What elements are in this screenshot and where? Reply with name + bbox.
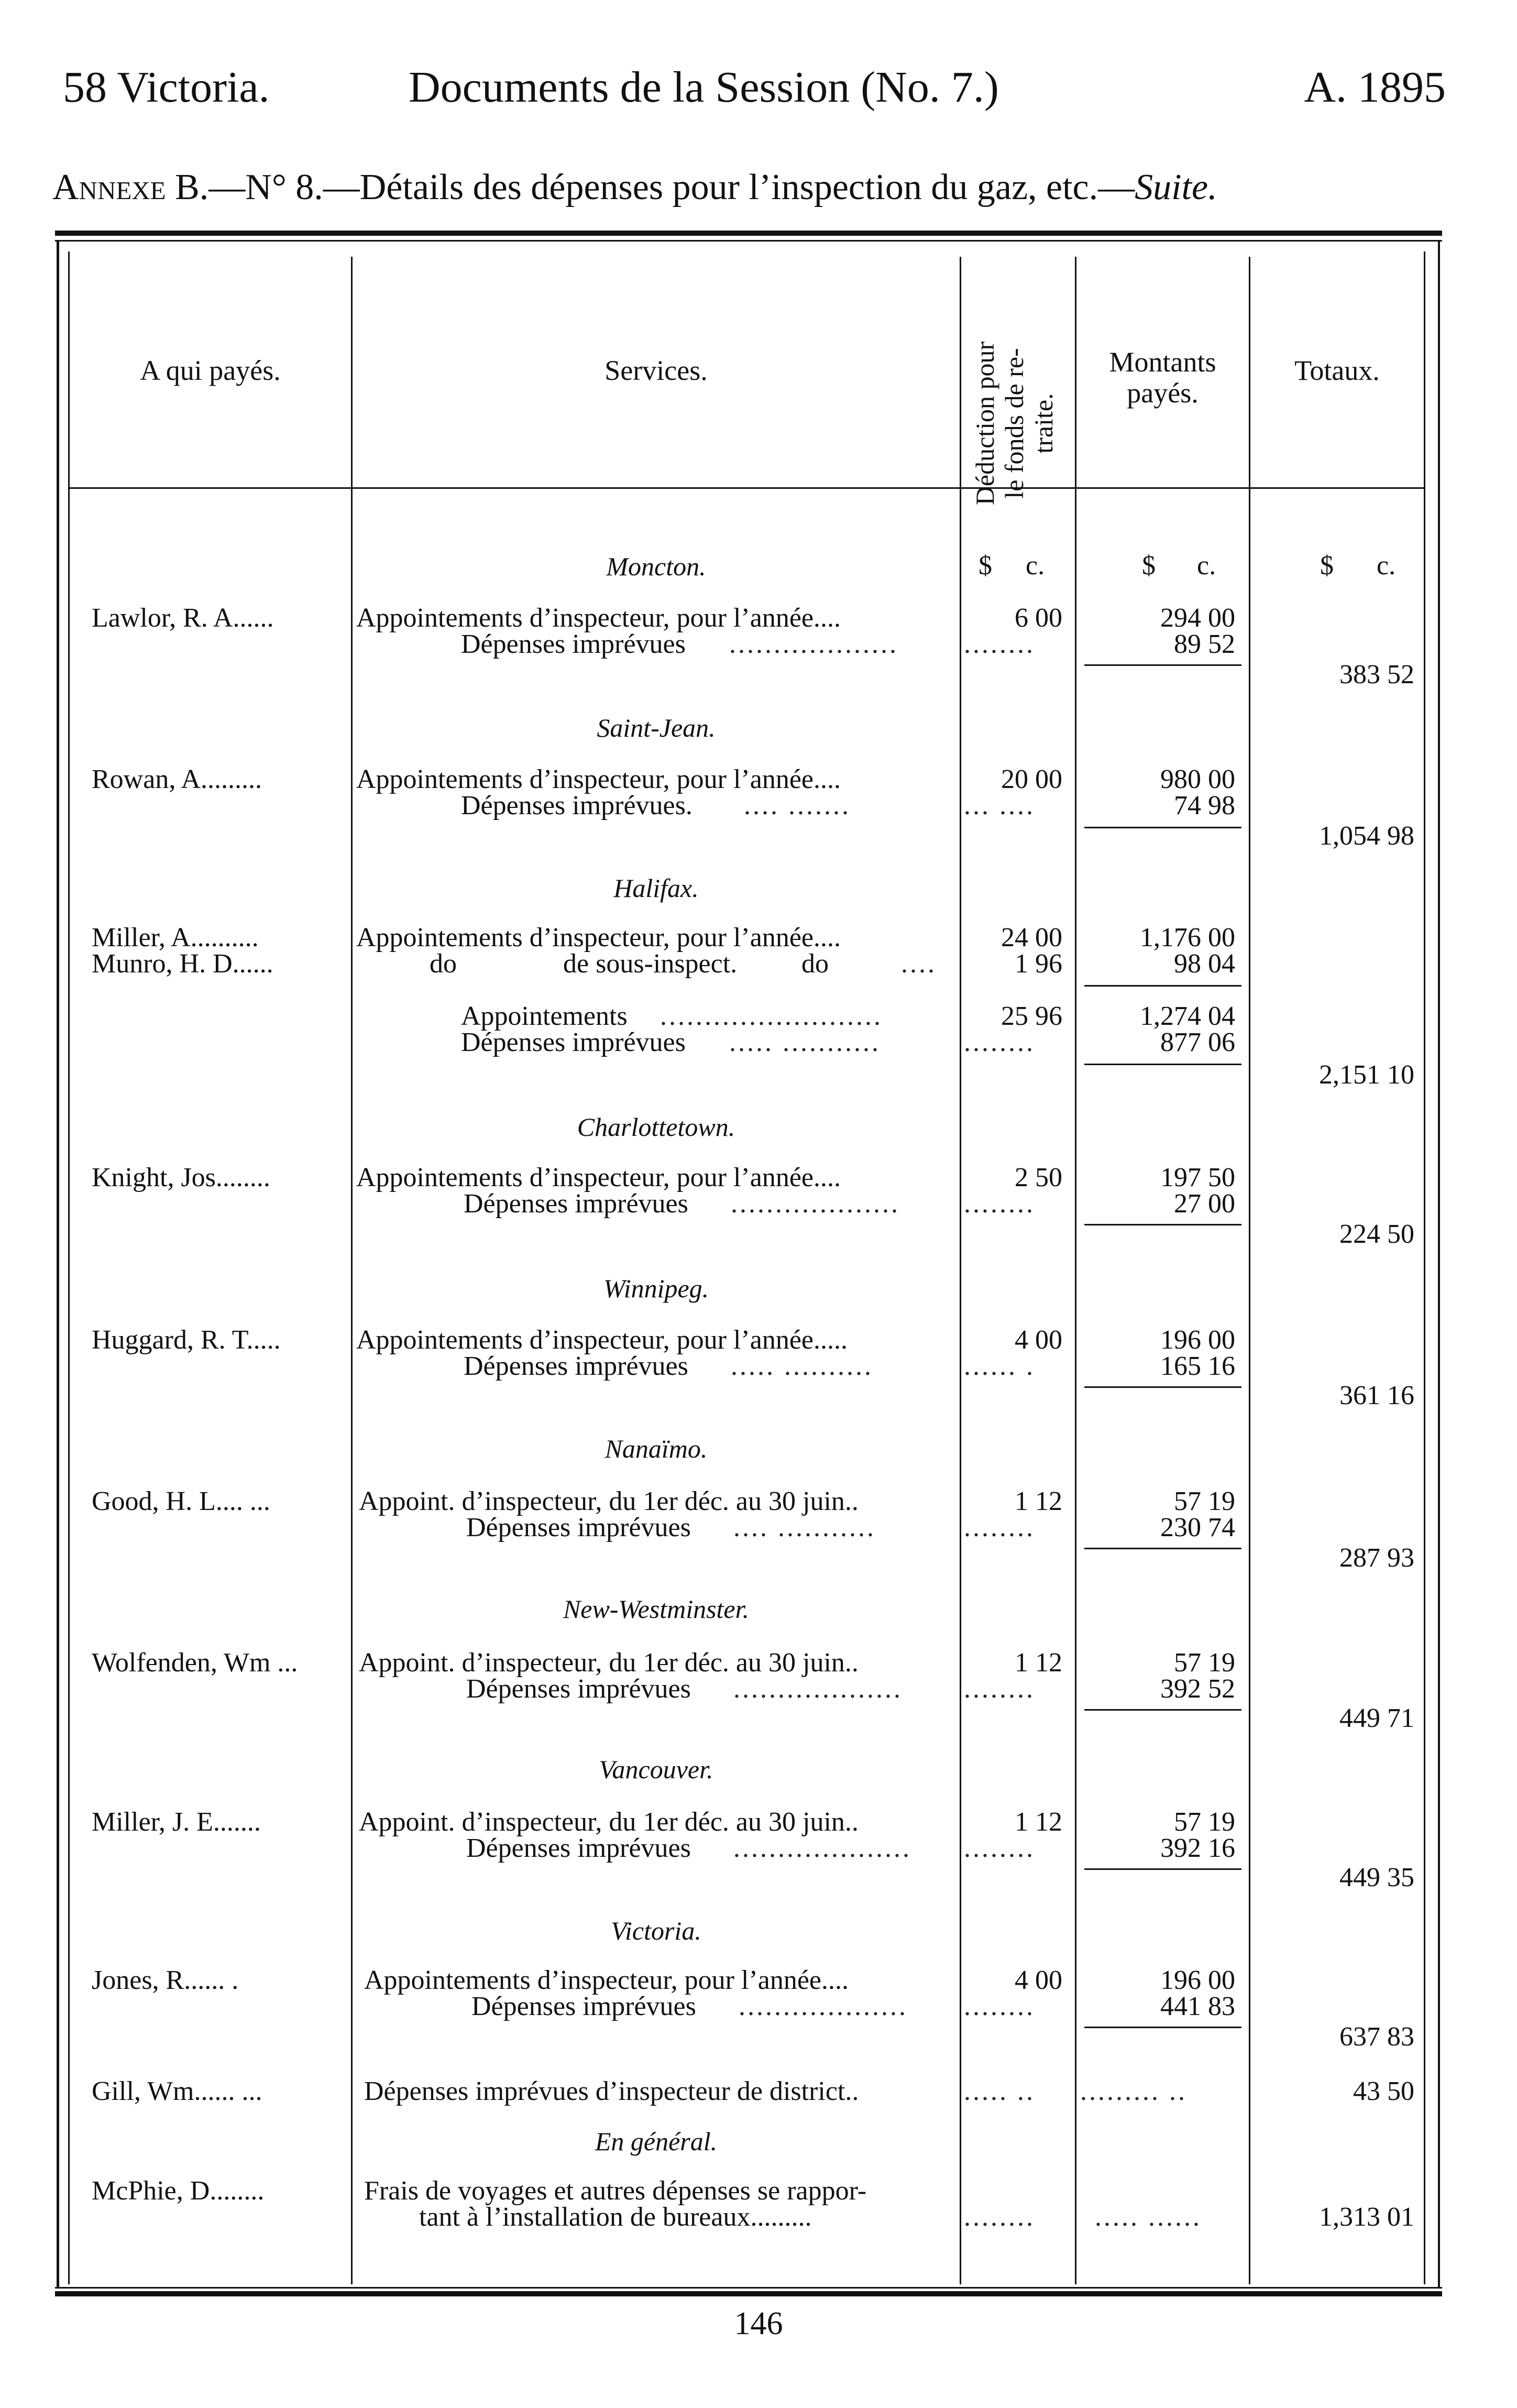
deduction-value: 4 00	[1015, 1325, 1062, 1355]
amount-value: 196 00	[1160, 1325, 1235, 1355]
amount-value: 980 00	[1160, 764, 1235, 794]
currency-dollar-totals: $	[1320, 551, 1334, 581]
service-line: Dépenses imprévues	[466, 1674, 691, 1704]
amount-value: 392 52	[1160, 1674, 1235, 1704]
subtotal-rule	[1084, 1386, 1241, 1388]
total-value: 361 16	[1339, 1381, 1414, 1410]
total-value: 2,151 10	[1319, 1060, 1414, 1090]
column-header-services: Services.	[604, 355, 708, 386]
amount-value: 74 98	[1174, 791, 1235, 820]
leader-dots: ........	[964, 1833, 1035, 1863]
service-line: Appointements d’inspecteur, pour l’année....	[356, 923, 841, 953]
deduction-value: 25 96	[1001, 1001, 1062, 1031]
service-line: Dépenses imprévues	[464, 1189, 688, 1219]
subtotal-rule	[1084, 1709, 1241, 1711]
leader-dots: ..... ......	[1095, 2202, 1202, 2232]
deduction-header-line: Déduction pour	[970, 341, 999, 506]
deduction-value: 24 00	[1001, 923, 1062, 953]
subtotal-rule	[1084, 664, 1241, 666]
leader-dots: ........	[964, 1027, 1035, 1057]
leader-dots: ..... ..........	[731, 1351, 873, 1381]
service-line: Appointements d’inspecteur, pour l’année....	[364, 1965, 849, 1995]
currency-dollar-deduction: $	[979, 551, 992, 581]
deduction-value: 1 96	[1015, 949, 1062, 979]
table-border-right	[1438, 241, 1440, 2288]
amount-value: 1,274 04	[1140, 1001, 1235, 1031]
deduction-value: 6 00	[1015, 603, 1062, 633]
leader-dots: .... ...........	[733, 1513, 876, 1542]
amount-value: 1,176 00	[1140, 923, 1235, 953]
deduction-value: 1 12	[1015, 1486, 1062, 1516]
total-value: 43 50	[1353, 2076, 1414, 2106]
session-year: 58 Victoria.	[63, 63, 270, 112]
section-title-saint-jean: Saint-Jean.	[597, 713, 716, 742]
currency-cents-totals: c.	[1377, 551, 1396, 581]
total-value: 449 71	[1339, 1703, 1414, 1733]
total-value: 383 52	[1339, 660, 1414, 689]
payee-lawlor: Lawlor, R. A......	[92, 603, 274, 633]
service-line: Appoint. d’inspecteur, du 1er déc. au 30 juin..	[359, 1807, 859, 1837]
subtotal-rule	[1084, 1868, 1241, 1870]
amount-value: 57 19	[1174, 1648, 1235, 1678]
deduction-header-line: le fonds de re-	[999, 348, 1029, 499]
currency-cents-deduction: c.	[1026, 551, 1045, 581]
payee-jones: Jones, R...... .	[92, 1965, 239, 1995]
leader-dots: .... .......	[744, 791, 851, 820]
service-line: Dépenses imprévues.	[461, 791, 692, 820]
table-inner-border-left	[68, 251, 70, 2284]
leader-dots: ...................	[729, 629, 898, 659]
payee-knight: Knight, Jos........	[92, 1163, 270, 1192]
service-do: do	[430, 949, 457, 979]
service-line: Appointements d’inspecteur, pour l’année....	[356, 603, 841, 633]
leader-dots: ..... ..	[964, 2076, 1035, 2106]
leader-dots: ...................	[733, 1674, 903, 1704]
leader-dots: ........	[964, 1674, 1035, 1704]
amount-value: 230 74	[1160, 1513, 1235, 1542]
service-line: Dépenses imprévues d’inspecteur de district..	[364, 2076, 859, 2106]
table-top-rule-thin	[55, 240, 1442, 242]
leader-dots: ........	[964, 1513, 1035, 1542]
deduction-value: 2 50	[1015, 1163, 1062, 1192]
running-head	[63, 62, 1446, 119]
deduction-value: 1 12	[1015, 1807, 1062, 1837]
service-line: de sous-inspect.	[563, 949, 738, 979]
annex-label: Annexe B.	[52, 167, 209, 207]
subtotal-rule	[1084, 1548, 1241, 1549]
section-title-moncton: Moncton.	[606, 552, 706, 581]
amount-value: 441 83	[1160, 1991, 1235, 2021]
deduction-value: 1 12	[1015, 1648, 1062, 1678]
amounts-header-line: Montants	[1109, 346, 1216, 378]
service-line: Appointements d’inspecteur, pour l’année.....	[356, 1325, 848, 1355]
subtotal-rule	[1084, 985, 1241, 987]
annex-title	[52, 167, 1467, 209]
service-line: Dépenses imprévues	[471, 1991, 696, 2021]
section-title-charlottetown: Charlottetown.	[577, 1112, 735, 1142]
leader-dots: ....	[901, 949, 937, 979]
column-header-amounts	[1076, 347, 1249, 409]
table-bottom-rule-thin	[55, 2287, 1442, 2289]
subtotal-rule	[1084, 827, 1241, 828]
leader-dots: ....................	[733, 1833, 911, 1863]
deduction-value: 4 00	[1015, 1965, 1062, 1995]
document-series: Documents de la Session (No. 7.)	[409, 63, 999, 112]
annex-description: —N° 8.—Détails des dépenses pour l’inspection du gaz, etc.—	[208, 167, 1135, 207]
section-title-halifax: Halifax.	[613, 873, 699, 903]
amount-value: 877 06	[1160, 1027, 1235, 1057]
column-header-payee: A qui payés.	[140, 355, 281, 386]
total-value: 224 50	[1339, 1219, 1414, 1249]
service-line: Dépenses imprévues	[461, 629, 686, 659]
document-year: A. 1895	[1304, 63, 1446, 112]
section-title-vancouver: Vancouver.	[599, 1755, 713, 1784]
amount-value: 197 50	[1160, 1163, 1235, 1192]
table-inner-border-right	[1424, 251, 1425, 2284]
amount-value: 27 00	[1174, 1189, 1235, 1219]
column-header-deduction	[970, 329, 1064, 518]
service-line: Appoint. d’inspecteur, du 1er déc. au 30 juin..	[359, 1648, 859, 1678]
currency-dollar-amounts: $	[1142, 551, 1156, 581]
service-line: Frais de voyages et autres dépenses se rappor-	[364, 2176, 867, 2206]
leader-dots: ........	[964, 2202, 1035, 2232]
service-line: Dépenses imprévues	[464, 1351, 688, 1381]
subtotal-rule	[1084, 1224, 1241, 1225]
section-title-winnipeg: Winnipeg.	[603, 1274, 709, 1303]
deduction-header-line: traite.	[1029, 393, 1058, 454]
service-line: Dépenses imprévues	[466, 1513, 691, 1542]
leader-dots: ........	[964, 1189, 1035, 1219]
amounts-header-line: payés.	[1127, 377, 1199, 409]
payee-wolfenden: Wolfenden, Wm ...	[92, 1648, 298, 1678]
leader-dots: ..... ...........	[729, 1027, 881, 1057]
payee-munro: Munro, H. D......	[92, 949, 273, 979]
total-value: 449 35	[1339, 1863, 1414, 1892]
leader-dots: ...... .	[964, 1351, 1035, 1381]
column-divider-services	[960, 257, 961, 2284]
subtotal-rule	[1084, 1064, 1241, 1065]
leader-dots: ......... ..	[1080, 2076, 1187, 2106]
page-number: 146	[734, 2306, 783, 2341]
table-border-left	[57, 241, 59, 2288]
header-separator	[70, 487, 1424, 489]
column-divider-amounts	[1249, 257, 1250, 2284]
payee-rowan: Rowan, A.........	[92, 764, 262, 794]
leader-dots: ........	[964, 1991, 1035, 2021]
total-value: 1,313 01	[1319, 2202, 1414, 2232]
service-do: do	[801, 949, 829, 979]
section-title-nanaimo: Nanaïmo.	[604, 1434, 708, 1463]
service-line: Appoint. d’inspecteur, du 1er déc. au 30 juin..	[359, 1486, 859, 1516]
payee-good: Good, H. L.... ...	[92, 1486, 270, 1516]
leader-dots: ... ....	[964, 791, 1035, 820]
payee-huggard: Huggard, R. T.....	[92, 1325, 281, 1355]
amount-value: 98 04	[1174, 949, 1235, 979]
section-title-new-westminster: New-Westminster.	[563, 1594, 750, 1624]
table-top-rule-thick	[55, 231, 1442, 236]
total-value: 637 83	[1339, 2022, 1414, 2052]
payee-miller-je: Miller, J. E.......	[92, 1807, 261, 1837]
currency-cents-amounts: c.	[1197, 551, 1216, 581]
service-line: Appointements	[461, 1001, 628, 1031]
annex-suite: Suite.	[1135, 167, 1217, 207]
service-line: Dépenses imprévues	[461, 1027, 686, 1057]
deduction-value: 20 00	[1001, 764, 1062, 794]
service-line: Appointements d’inspecteur, pour l’année....	[356, 1163, 841, 1192]
amount-value: 57 19	[1174, 1486, 1235, 1516]
service-line: Dépenses imprévues	[466, 1833, 691, 1863]
amount-value: 196 00	[1160, 1965, 1235, 1995]
amount-value: 89 52	[1174, 629, 1235, 659]
subtotal-rule	[1084, 2027, 1241, 2028]
leader-dots: .........................	[660, 1001, 883, 1031]
amount-value: 294 00	[1160, 603, 1235, 633]
total-value: 1,054 98	[1319, 821, 1414, 851]
amount-value: 165 16	[1160, 1351, 1235, 1381]
total-value: 287 93	[1339, 1543, 1414, 1573]
service-line: Appointements d’inspecteur, pour l’année....	[356, 764, 841, 794]
column-header-totals: Totaux.	[1294, 355, 1380, 386]
payee-gill: Gill, Wm...... ...	[92, 2076, 262, 2106]
payee-mcphie: McPhie, D........	[92, 2176, 265, 2206]
amount-value: 57 19	[1174, 1807, 1235, 1837]
table-bottom-rule-thick	[55, 2291, 1442, 2296]
leader-dots: ...................	[739, 1991, 908, 2021]
payee-miller-a: Miller, A..........	[92, 923, 259, 953]
amount-value: 392 16	[1160, 1833, 1235, 1863]
leader-dots: ........	[964, 629, 1035, 659]
service-line: tant à l’installation de bureaux.........	[419, 2202, 812, 2232]
column-divider-deduction	[1075, 257, 1076, 2284]
leader-dots: ...................	[731, 1189, 900, 1219]
section-title-en-general: En général.	[595, 2127, 718, 2156]
section-title-victoria: Victoria.	[611, 1916, 701, 1945]
